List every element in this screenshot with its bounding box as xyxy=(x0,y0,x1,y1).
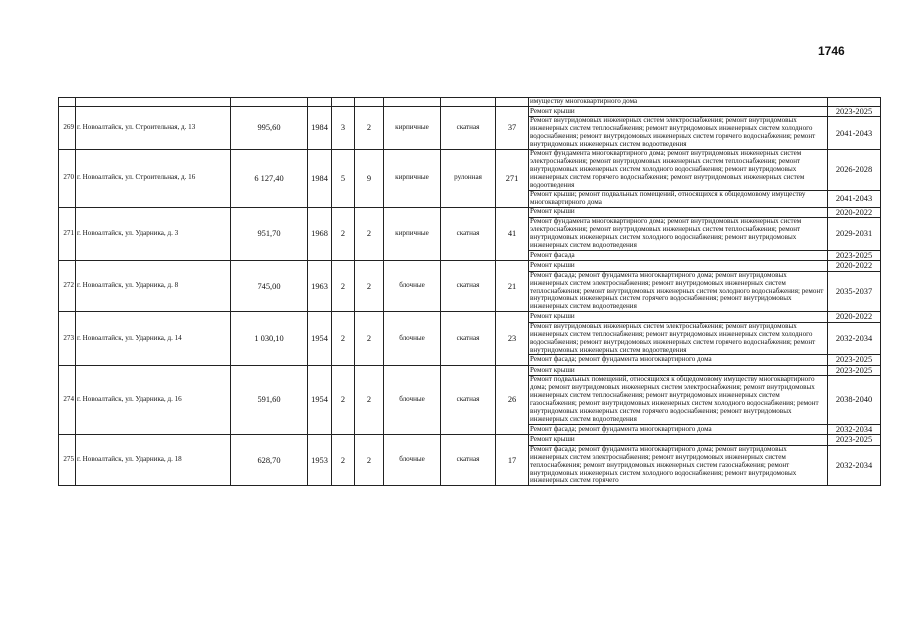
cell-number: 274 xyxy=(59,365,76,434)
cell-works: Ремонт крыши; ремонт подвальных помещений, относящихся к общедомовому имуществу многоквартирного дома xyxy=(529,190,828,207)
cell-apartments: 41 xyxy=(496,207,529,261)
cell-area: 951,70 xyxy=(231,207,308,261)
cell-floors: 2 xyxy=(332,312,355,366)
cell-address: г. Новоалтайск, ул. Строительная, д. 16 xyxy=(76,150,231,208)
cell-period: 2035-2037 xyxy=(828,271,881,312)
table-row xyxy=(59,106,881,116)
cell-period: 2041-2043 xyxy=(828,117,881,150)
cell-floors: 2 xyxy=(332,365,355,434)
cell-period: 2026-2028 xyxy=(828,150,881,191)
cell-works: Ремонт крыши xyxy=(529,365,828,375)
cell-walls: блочные xyxy=(384,365,441,434)
cell-floors xyxy=(332,98,355,107)
page-number: 1746 xyxy=(818,44,845,58)
cell-works: Ремонт фасада xyxy=(529,250,828,260)
cell-apartments: 37 xyxy=(496,106,529,149)
cell-floors: 3 xyxy=(332,106,355,149)
table-row xyxy=(59,365,881,375)
cell-works: Ремонт внутридомовых инженерных систем электроснабжения; ремонт внутридомовых инженерных систем теплоснабжения; ремонт внутридомовых инженерных систем холодного водоснабжения; ремонт внутридомовых инженерных систем горячего водоснабжения; ремонт внутридомовых инженерных систем водоотведения xyxy=(529,322,828,355)
cell-area: 995,60 xyxy=(231,106,308,149)
housing-registry-table xyxy=(58,97,881,486)
cell-number: 275 xyxy=(59,435,76,486)
cell-entrances: 2 xyxy=(355,106,384,149)
cell-address: г. Новоалтайск, ул. Ударника, д. 8 xyxy=(76,261,231,312)
cell-works: Ремонт подвальных помещений, относящихся к общедомовому имуществу многоквартирного дома; ремонт внутридомовых инженерных систем электроснабжения; ремонт внутридомовых инженерных систем теплоснабжения; ремонт внутридомовых инженерных систем газоснабжения; ремонт внутридомовых инженерных систем холодного водоснабжения; ремонт внутридомовых инженерных систем горячего водоснабжения; ремонт внутридомовых инженерных систем водоотведения xyxy=(529,376,828,425)
cell-works: Ремонт фасада; ремонт фундамента многоквартирного дома; ремонт внутридомовых инженерных систем электроснабжения; ремонт внутридомовых инженерных систем теплоснабжения; ремонт внутридомовых инженерных систем холодного водоснабжения; ремонт внутридомовых инженерных систем горячего водоснабжения; ремонт внутридомовых инженерных систем водоотведения xyxy=(529,271,828,312)
cell-walls: кирпичные xyxy=(384,106,441,149)
cell-apartments: 21 xyxy=(496,261,529,312)
cell-address: г. Новоалтайск, ул. Ударника, д. 14 xyxy=(76,312,231,366)
cell-area: 745,00 xyxy=(231,261,308,312)
cell-works: Ремонт крыши xyxy=(529,106,828,116)
cell-roof: рулонная xyxy=(441,150,496,208)
cell-area xyxy=(231,98,308,107)
cell-works: Ремонт фасада; ремонт фундамента многоквартирного дома xyxy=(529,355,828,365)
cell-number: 273 xyxy=(59,312,76,366)
cell-year: 1984 xyxy=(308,106,332,149)
cell-apartments xyxy=(496,98,529,107)
cell-roof: скатная xyxy=(441,261,496,312)
cell-walls: блочные xyxy=(384,435,441,486)
cell-roof xyxy=(441,98,496,107)
cell-works: Ремонт фасада; ремонт фундамента многоквартирного дома; ремонт внутридомовых инженерных систем электроснабжения; ремонт внутридомовых инженерных систем теплоснабжения; ремонт внутридомовых инженерных систем газоснабжения; ремонт внутридомовых инженерных систем холодного водоснабжения; ремонт внутридомовых инженерных систем горячего xyxy=(529,445,828,486)
cell-number: 269 xyxy=(59,106,76,149)
cell-entrances: 9 xyxy=(355,150,384,208)
cell-works: Ремонт крыши xyxy=(529,261,828,271)
cell-period: 2020-2022 xyxy=(828,207,881,217)
cell-works: Ремонт внутридомовых инженерных систем электроснабжения; ремонт внутридомовых инженерных систем теплоснабжения; ремонт внутридомовых инженерных систем холодного водоснабжения; ремонт внутридомовых инженерных систем горячего водоснабжения; ремонт внутридомовых инженерных систем водоотведения xyxy=(529,117,828,150)
cell-entrances: 2 xyxy=(355,261,384,312)
cell-period: 2020-2022 xyxy=(828,261,881,271)
cell-period: 2032-2034 xyxy=(828,445,881,486)
cell-year: 1963 xyxy=(308,261,332,312)
cell-area: 6 127,40 xyxy=(231,150,308,208)
cell-period: 2041-2043 xyxy=(828,190,881,207)
cell-number: 271 xyxy=(59,207,76,261)
cell-walls xyxy=(384,98,441,107)
cell-area: 1 030,10 xyxy=(231,312,308,366)
table-row xyxy=(59,150,881,191)
cell-apartments: 23 xyxy=(496,312,529,366)
cell-number: 272 xyxy=(59,261,76,312)
cell-apartments: 26 xyxy=(496,365,529,434)
cell-address: г. Новоалтайск, ул. Строительная, д. 13 xyxy=(76,106,231,149)
cell-entrances: 2 xyxy=(355,312,384,366)
cell-works: имуществу многоквартирного дома xyxy=(529,98,828,107)
cell-year: 1954 xyxy=(308,365,332,434)
cell-floors: 2 xyxy=(332,435,355,486)
cell-entrances: 2 xyxy=(355,365,384,434)
cell-period: 2029-2031 xyxy=(828,218,881,251)
cell-period: 2038-2040 xyxy=(828,376,881,425)
cell-floors: 5 xyxy=(332,150,355,208)
table-row xyxy=(59,261,881,271)
cell-works: Ремонт фасада; ремонт фундамента многоквартирного дома xyxy=(529,424,828,434)
cell-entrances: 2 xyxy=(355,435,384,486)
cell-roof: скатная xyxy=(441,312,496,366)
cell-year: 1954 xyxy=(308,312,332,366)
cell-floors: 2 xyxy=(332,261,355,312)
cell-year: 1968 xyxy=(308,207,332,261)
cell-address xyxy=(76,98,231,107)
cell-apartments: 17 xyxy=(496,435,529,486)
cell-period: 2032-2034 xyxy=(828,322,881,355)
cell-area: 591,60 xyxy=(231,365,308,434)
cell-walls: блочные xyxy=(384,261,441,312)
cell-number xyxy=(59,98,76,107)
cell-year: 1953 xyxy=(308,435,332,486)
cell-walls: кирпичные xyxy=(384,150,441,208)
cell-works: Ремонт крыши xyxy=(529,435,828,445)
cell-entrances xyxy=(355,98,384,107)
table-row xyxy=(59,435,881,445)
cell-period xyxy=(828,98,881,107)
cell-works: Ремонт крыши xyxy=(529,312,828,322)
cell-works: Ремонт фундамента многоквартирного дома; ремонт внутридомовых инженерных систем электроснабжения; ремонт внутридомовых инженерных систем теплоснабжения; ремонт внутридомовых инженерных систем холодного водоснабжения; ремонт внутридомовых инженерных систем водоотведения xyxy=(529,218,828,251)
continuation-row xyxy=(59,98,881,107)
cell-period: 2023-2025 xyxy=(828,250,881,260)
table-row xyxy=(59,207,881,217)
cell-floors: 2 xyxy=(332,207,355,261)
cell-roof: скатная xyxy=(441,207,496,261)
cell-walls: кирпичные xyxy=(384,207,441,261)
table-row xyxy=(59,312,881,322)
cell-period: 2032-2034 xyxy=(828,424,881,434)
cell-period: 2023-2025 xyxy=(828,365,881,375)
cell-works: Ремонт фундамента многоквартирного дома; ремонт внутридомовых инженерных систем электроснабжения; ремонт внутридомовых инженерных систем теплоснабжения; ремонт внутридомовых инженерных систем холодного водоснабжения; ремонт внутридомовых инженерных систем горячего водоснабжения; ремонт внутридомовых инженерных систем водоотведения xyxy=(529,150,828,191)
cell-year: 1984 xyxy=(308,150,332,208)
registry-body xyxy=(59,98,881,486)
cell-address: г. Новоалтайск, ул. Ударника, д. 3 xyxy=(76,207,231,261)
cell-walls: блочные xyxy=(384,312,441,366)
cell-roof: скатная xyxy=(441,365,496,434)
cell-period: 2023-2025 xyxy=(828,106,881,116)
cell-year xyxy=(308,98,332,107)
cell-works: Ремонт крыши xyxy=(529,207,828,217)
cell-period: 2020-2022 xyxy=(828,312,881,322)
cell-number: 270 xyxy=(59,150,76,208)
cell-entrances: 2 xyxy=(355,207,384,261)
cell-apartments: 271 xyxy=(496,150,529,208)
cell-period: 2023-2025 xyxy=(828,435,881,445)
cell-roof: скатная xyxy=(441,106,496,149)
cell-area: 628,70 xyxy=(231,435,308,486)
cell-period: 2023-2025 xyxy=(828,355,881,365)
cell-roof: скатная xyxy=(441,435,496,486)
cell-address: г. Новоалтайск, ул. Ударника, д. 16 xyxy=(76,365,231,434)
cell-address: г. Новоалтайск, ул. Ударника, д. 18 xyxy=(76,435,231,486)
